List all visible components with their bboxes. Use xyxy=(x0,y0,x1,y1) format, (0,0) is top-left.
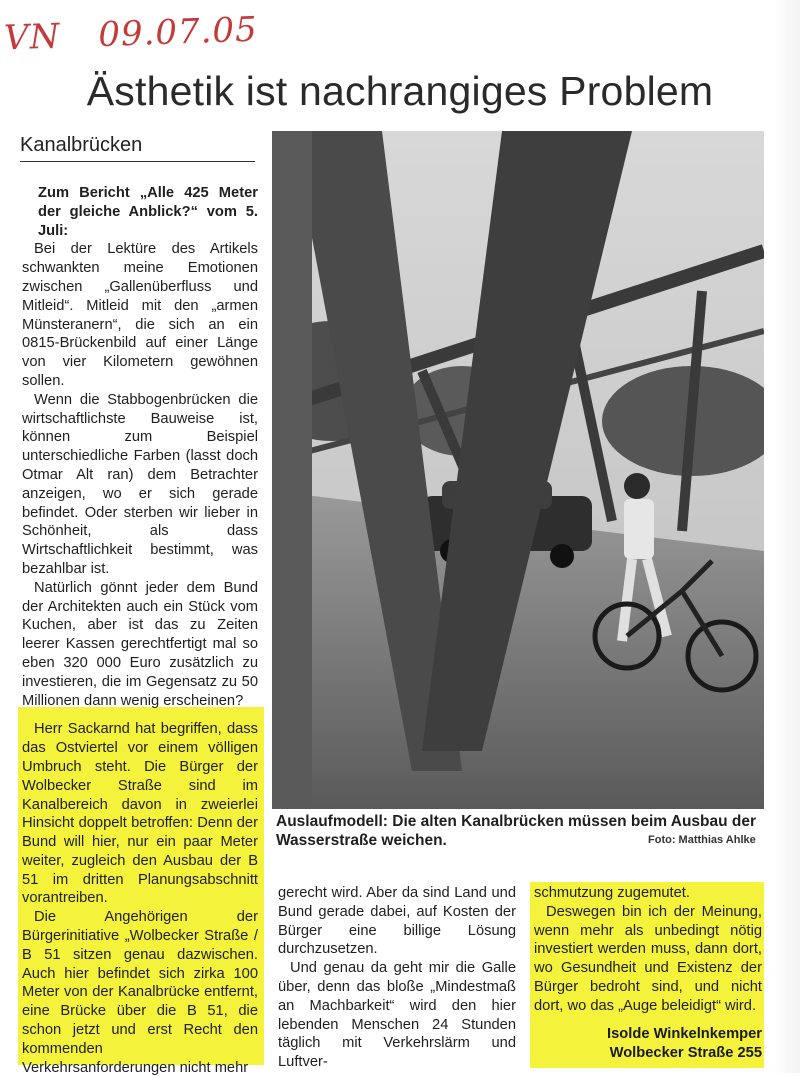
paragraph: Und genau da geht mir die Galle über, denn das bloße „Mindestmaß an Machbarkeit“ wird den hier lebenden Menschen 24 Stunden täglich mit Verkehrslärm und Luftver- xyxy=(278,960,516,1071)
signature-name: Isolde Winkelnkemper xyxy=(607,1026,762,1042)
page-edge-shadow xyxy=(772,0,800,1073)
column-1 xyxy=(22,184,258,1077)
headline: Ästhetik ist nachrangiges Problem xyxy=(86,68,714,114)
handwritten-date: 09.07.05 xyxy=(97,9,259,56)
bridge-photo xyxy=(272,131,764,809)
rubric: Kanalbrücken xyxy=(20,134,255,162)
paragraph-highlighted: Herr Sackarnd hat begriffen, dass das Ostviertel vor einem völligen Umbruch steht. Die Bürger der Wolbecker Straße sind im Kanalbereich davon in zweierlei Hinsicht doppelt betroffen: Denn der Bund will hier, nur ein paar Meter weiter, zugleich den Ausbau der B 51 im dritten Planungsabschnitt vorantreiben. xyxy=(22,721,258,907)
handwritten-source: VN xyxy=(3,16,62,59)
photo-credit: Foto: Matthias Ahlke xyxy=(648,834,756,846)
paragraph-highlighted: Deswegen bin ich der Meinung, wenn mehr als unbedingt nötig investiert werden muss, dann dort, wo Gesundheit und Existenz der Bürger bedroht sind, und nicht dort, wo das „Auge beleidigt“ wird. xyxy=(534,903,762,1014)
paragraph: gerecht wird. Aber da sind Land und Bund gerade dabei, auf Kosten der Bürger eine billige Lösung durchzusetzen. xyxy=(278,885,516,958)
photo-caption: Auslaufmodell: Die alten Kanalbrücken müssen beim Ausbau der Wasserstraße weichen. xyxy=(276,813,757,849)
paragraph: Wenn die Stabbogenbrücken die wirtschaftlichste Bauweise ist, können zum Beispiel unterschiedliche Farben (lasst doch Otmar Alt ran) dem Betrachter anzeigen, wo er sich gerade befindet. Oder sterben wir lieber in Schönheit, als dass Wirtschaftlichkeit bestimmt, was bezahlbar ist. xyxy=(22,391,258,577)
paragraph-highlighted: Die Angehörigen der Bürgerinitiative „Wolbecker Straße / B 51 sitzen genau dazwischen. Auch hier befindet sich zirka 100 Meter von der Kanalbrücke entfernt, eine Brücke über die B 51, die schon jetzt und erst Recht den kommenden Verkehrsanforderungen nicht mehr xyxy=(22,909,258,1076)
column-3 xyxy=(534,884,762,1016)
lede: Zum Bericht „Alle 425 Meter der gleiche Anblick?“ vom 5. Juli: xyxy=(38,185,258,239)
handwritten-note xyxy=(3,10,258,59)
paragraph-highlighted: schmutzung zugemutet. xyxy=(534,885,690,901)
column-2 xyxy=(278,884,516,1072)
signature-address: Wolbecker Straße 255 xyxy=(609,1045,762,1061)
paragraph: Natürlich gönnt jeder dem Bund der Architekten auch ein Stück vom Kuchen, aber ist das zu Zeiten leerer Kassen gerechtfertigt mal so eben 320 000 Euro zusätzlich zu investieren, die im Gegensatz zu 50 Millionen dann wenig erscheinen? xyxy=(22,579,258,709)
paragraph: Bei der Lektüre des Artikels schwankten meine Emotionen zwischen „Gallenüberfluss und Mitleid“. Mitleid mit den „armen Münsteranern“, die sich an ein 0815-Brückenbild auf einer Länge von vier Kilometern gewöhnen sollen. xyxy=(22,241,258,389)
bridge-photo-illustration xyxy=(272,131,764,809)
